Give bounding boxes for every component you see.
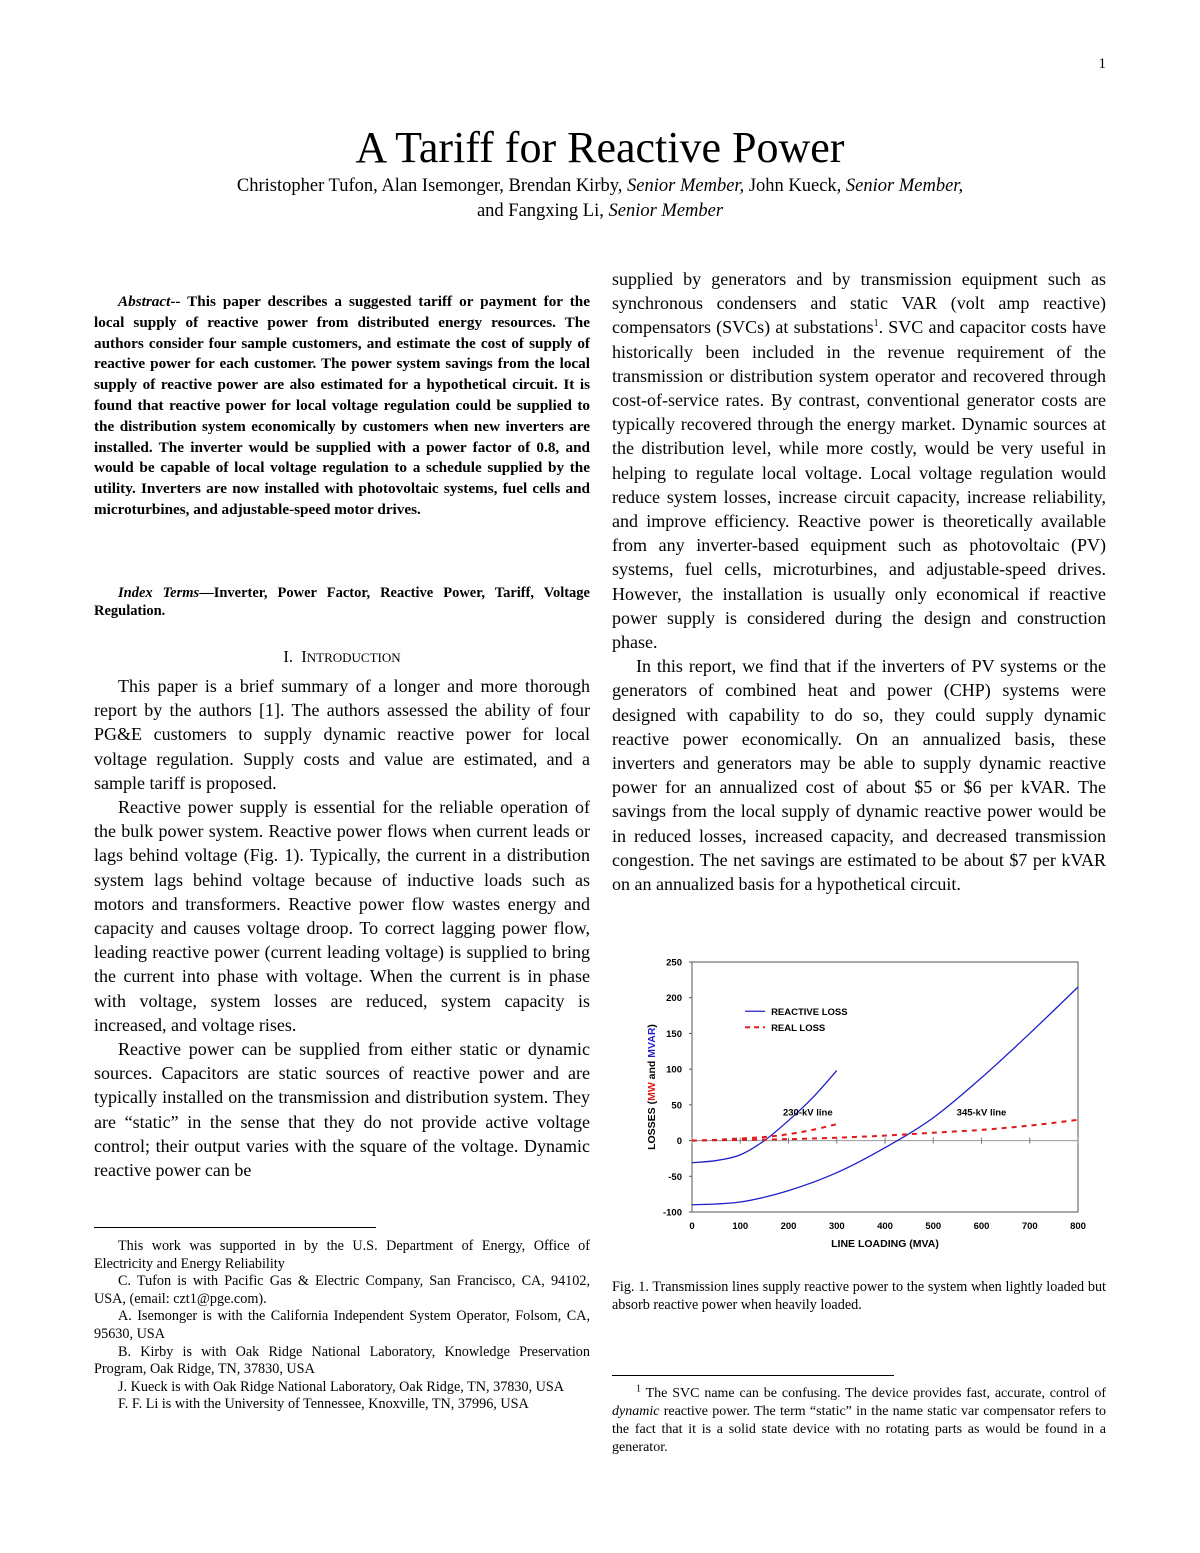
footnote-rule xyxy=(94,1227,376,1228)
abstract-dash: -- xyxy=(170,293,181,310)
y-tick-label: 250 xyxy=(666,957,682,969)
footnote-emphasis: dynamic xyxy=(612,1404,660,1419)
paragraph xyxy=(612,267,1106,654)
y-axis-label xyxy=(646,1024,658,1150)
x-tick-label: 400 xyxy=(877,1221,893,1232)
reactive-loss-line xyxy=(692,987,1078,1205)
footnote-mark: 1 xyxy=(873,318,879,330)
x-tick-label: 600 xyxy=(973,1221,990,1232)
y-axis-label-part: MVAR xyxy=(646,1027,658,1058)
x-tick-label: 700 xyxy=(1021,1221,1038,1232)
y-axis-label-part: and xyxy=(646,1057,658,1083)
annotation-230kv: 230-kV line xyxy=(782,1107,833,1119)
right-body xyxy=(612,267,1106,896)
legend-label-reactive: REACTIVE LOSS xyxy=(771,1006,848,1018)
page-number: 1 xyxy=(1098,56,1106,72)
index-terms xyxy=(94,584,590,620)
y-tick-label: 100 xyxy=(666,1064,682,1076)
footnote: J. Kueck is with Oak Ridge National Laboratory, Oak Ridge, TN, 37830, USA xyxy=(118,1378,565,1395)
footnote-1 xyxy=(612,1385,1106,1457)
footnote: F. F. Li is with the University of Tennessee, Knoxville, TN, 37996, USA xyxy=(118,1396,529,1413)
x-tick-label: 200 xyxy=(780,1221,797,1232)
figure-caption: Fig. 1. Transmission lines supply reactive power to the system when lightly loaded but absorb reactive power when heavily loaded. xyxy=(612,1279,1106,1313)
footnote-rule xyxy=(612,1375,894,1376)
footnote-mark: 1 xyxy=(636,1383,641,1395)
footnotes-left xyxy=(94,1238,590,1414)
x-tick-label: 100 xyxy=(732,1221,749,1232)
paragraph-text: supplied by generators and by transmission equipment such as synchronous condensers and static VAR (volt amp reactive) compensators (SVCs) at substations xyxy=(612,269,1106,338)
paragraph: In this report, we find that if the inverters of PV systems or the generators of combined heat and power (CHP) systems were designed with capability to do so, they could supply dynamic reactive power economically. On an annualized basis, these inverters and generators may be able to supply dynamic reactive power for an annualized cost of about $5 or $6 per kVAR. The savings from the local supply of dynamic reactive power would be in reduced losses, increased capacity, and decreased transmission congestion. The net savings are estimated to be about $7 per kVAR on an annualized basis for a hypothetical circuit. xyxy=(612,656,1106,895)
authors-title: Senior Member, xyxy=(627,176,745,196)
authors xyxy=(100,174,1100,224)
footnote: B. Kirby is with Oak Ridge National Laboratory, Knowledge Preservation Program, Oak Ridge, TN, 37830, USA xyxy=(94,1343,590,1378)
authors-title: Senior Member, xyxy=(845,176,964,196)
paragraph-text: . SVC and capacitor costs have historically been included in the revenue requirement of the transmission or distribution system operator and recovered through cost-of-service rates. By contrast, conventional generator costs are typically recovered through the energy market. Dynamic sources at the distribution level, while more costly, would be very useful in helping to regulate local voltage. Local voltage regulation would reduce system losses, increase circuit capacity, increase reliability, and improve efficiency. Reactive power is theoretically available from any inverter-based equipment such as photovoltaic (PV) systems, fuel cells, microturbines, and adjustable-speed drives. However, the installation is usually only economical if reactive power supply is considered during the design and construction phase. xyxy=(612,317,1107,653)
footnote: C. Tufon is with Pacific Gas & Electric Company, San Francisco, CA, 94102, USA, (email: czt1@pge.com). xyxy=(94,1273,590,1307)
index-terms-label: Index Terms xyxy=(118,585,200,601)
section-title-first: I xyxy=(301,647,307,666)
footnote: This work was supported in by the U.S. Department of Energy, Office of Electricity and Energy Reliability xyxy=(94,1238,590,1272)
y-tick-label: 200 xyxy=(666,993,682,1005)
footnote-text: reactive power. The term “static” in the name static var compensator refers to the fact that it is a solid state device with no rotating parts as would be found in a generator. xyxy=(612,1404,1106,1455)
paragraph: This paper is a brief summary of a longer and more thorough report by the authors [1]. The authors assessed the ability of four PG&E customers to supply dynamic reactive power for local voltage regulation. Supply costs and value are estimated, and a sample tariff is proposed. xyxy=(94,676,590,793)
footnote-text: The SVC name can be confusing. The device provides fast, accurate, control of xyxy=(641,1386,1106,1401)
y-tick-label: 50 xyxy=(671,1100,682,1112)
paragraph: Reactive power supply is essential for the reliable operation of the bulk power system. Reactive power flows when current leads or lags behind voltage (Fig. 1). Typically, the current in a distribution system lags behind voltage because of inductive loads such as motors and transformers. Reactive power flow wastes energy and capacity and causes voltage droop. To correct lagging power flow, leading reactive power (current leading voltage) is supplied to bring the current into phase with voltage. When the current is in phase with voltage, system losses are reduced, system capacity is increased, and voltage rises. xyxy=(94,797,590,1035)
plot-area xyxy=(692,962,1078,1212)
paragraph: Reactive power can be supplied from either static or dynamic sources. Capacitors are static sources of reactive power and are typically installed on the transmission and distribution system. They are “static” in the sense that they do not provide active voltage control; their output varies with the square of the voltage. Dynamic reactive power can be xyxy=(94,1039,590,1181)
y-tick-label: -100 xyxy=(662,1207,682,1219)
index-terms-text: —Inverter, Power Factor, Reactive Power, Tariff, Voltage Regulation. xyxy=(94,585,590,619)
y-axis-label-part: LOSSES ( xyxy=(646,1100,658,1150)
footnote: A. Isemonger is with the California Independent System Operator, Folsom, CA, 95630, USA xyxy=(94,1308,590,1342)
x-axis-label: LINE LOADING (MVA) xyxy=(831,1238,939,1250)
section-numeral: I. xyxy=(283,647,293,666)
abstract xyxy=(94,292,590,521)
x-tick-label: 300 xyxy=(828,1221,845,1232)
y-tick-label: 0 xyxy=(676,1136,682,1148)
y-axis-label-part: ) xyxy=(646,1024,658,1028)
authors-title: Senior Member xyxy=(608,201,724,221)
section-heading xyxy=(94,647,590,667)
x-tick-label: 500 xyxy=(925,1221,942,1232)
authors-text: and Fangxing Li, xyxy=(476,201,609,221)
y-tick-label: -50 xyxy=(668,1171,682,1183)
abstract-text: This paper describes a suggested tariff or payment for the local supply of reactive power from distributed energy resources. The authors consider four sample customers, and estimate the cost of supply of reactive power for each customer. The power system savings from the local supply of reactive power are also estimated for a hypothetical circuit. It is found that reactive power for local voltage regulation could be supplied to the distribution system economically by customers when new inverters are installed. The inverter would be supplied with a power factor of 0.8, and would be capable of local voltage regulation to a schedule supplied by the utility. Inverters are now installed with photovoltaic systems, fuel cells and microturbines, and adjustable-speed motor drives. xyxy=(94,293,590,518)
annotation-345kv: 345-kV line xyxy=(956,1107,1007,1119)
x-tick-label: 800 xyxy=(1070,1221,1086,1232)
authors-text: John Kueck, xyxy=(744,176,846,196)
legend-label-real: REAL LOSS xyxy=(771,1022,826,1034)
section-title-rest: NTRODUCTION xyxy=(306,650,401,665)
authors-text: Christopher Tufon, Alan Isemonger, Brendan Kirby, xyxy=(236,176,628,196)
real-loss-line xyxy=(692,1120,1078,1141)
y-axis-label-part: MW xyxy=(646,1082,658,1101)
paper-title: A Tariff for Reactive Power xyxy=(355,123,845,172)
abstract-label: Abstract xyxy=(118,293,171,310)
left-body xyxy=(94,674,590,1182)
losses-chart xyxy=(638,950,1098,1255)
x-tick-label: 0 xyxy=(689,1221,695,1232)
y-tick-label: 150 xyxy=(666,1028,682,1040)
